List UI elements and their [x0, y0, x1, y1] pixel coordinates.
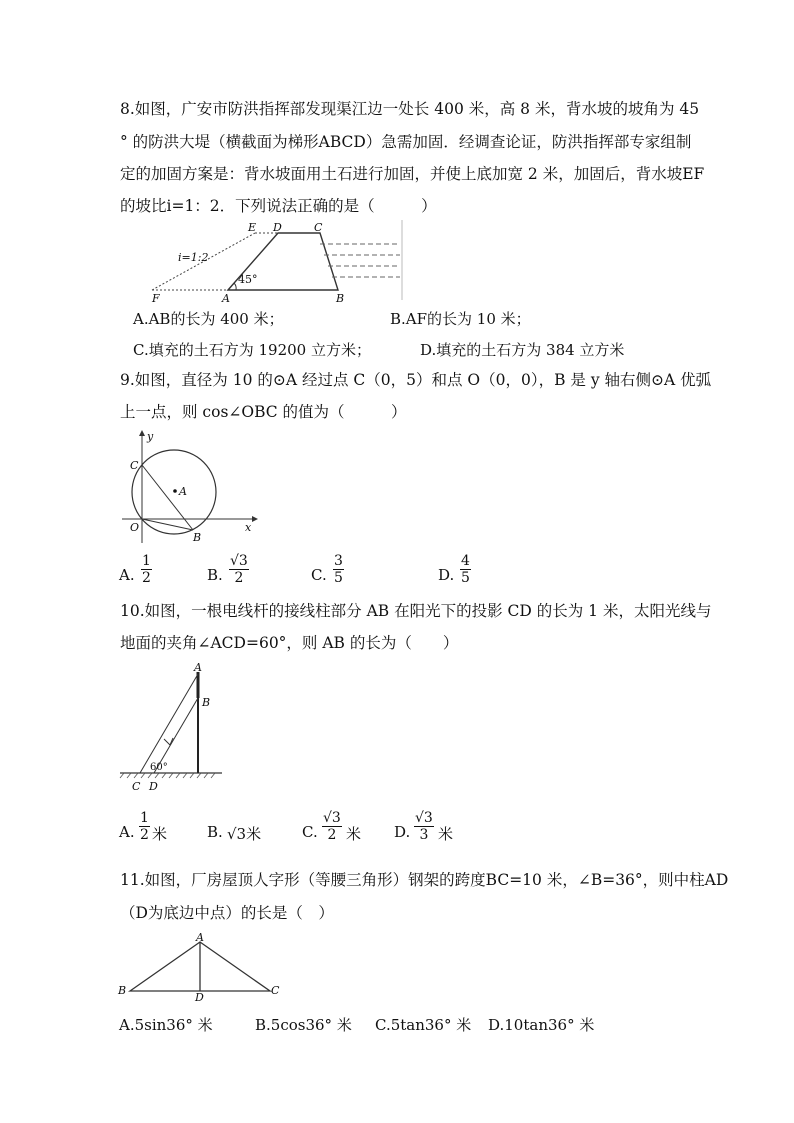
- q10-label-D: D: [149, 780, 158, 793]
- q8-label-D: D: [273, 221, 282, 234]
- q11-line-2: （D为底边中点）的长是（ ）: [120, 904, 334, 922]
- q9-option-b-label: B.: [207, 566, 223, 584]
- q10-label-angle: 60°: [150, 762, 168, 773]
- q10-option-a-unit: 米: [152, 825, 168, 843]
- q8-line-3: 定的加固方案是：背水坡面用土石进行加固，并使上底加宽 2 米，加固后，背水坡EF: [120, 165, 705, 183]
- q8-label-B: B: [336, 292, 345, 305]
- q8-label-C: C: [314, 221, 323, 234]
- q9-label-B: B: [193, 531, 202, 544]
- q10-option-d-denominator: 3: [419, 827, 429, 843]
- q11-triangle-figure: [116, 930, 281, 1002]
- q8-option-d: D.填充的土石方为 384 立方米: [420, 341, 625, 359]
- q8-option-c: C.填充的土石方为 19200 立方米；: [133, 341, 371, 359]
- q8-line-2: ° 的防洪大堤（横截面为梯形ABCD）急需加固．经调查论证，防洪指挥部专家组制: [120, 133, 692, 151]
- q8-label-A: A: [222, 292, 230, 305]
- q10-option-b-value: √3米: [227, 825, 262, 843]
- q10-line-1: 10.如图，一根电线杆的接线柱部分 AB 在阳光下的投影 CD 的长为 1 米，太阳光线与: [120, 602, 712, 620]
- q10-option-a-denominator: 2: [140, 827, 149, 843]
- q9-option-b-denominator: 2: [234, 570, 244, 586]
- q11-label-B: B: [118, 984, 127, 997]
- q9-option-a-denominator: 2: [142, 570, 151, 586]
- q11-option-c: C.5tan36° 米: [375, 1016, 472, 1034]
- q8-angle-arc: [234, 283, 236, 290]
- q10-option-d-numerator: √3: [415, 810, 433, 826]
- q9-option-a-fraction: [141, 553, 152, 586]
- q9-option-a-label: A.: [119, 566, 135, 584]
- q9-circle-figure: [118, 428, 258, 545]
- q9-label-A: A: [179, 485, 187, 498]
- q9-option-c-numerator: 3: [334, 553, 343, 569]
- q8-label-F: F: [152, 292, 160, 305]
- q8-trapezoid-figure: [150, 220, 405, 305]
- q9-label-C: C: [130, 459, 139, 472]
- q11-label-C: C: [271, 984, 280, 997]
- q10-label-B: B: [202, 696, 211, 709]
- q10-option-c-denominator: 2: [327, 827, 337, 843]
- q9-label-x: x: [245, 521, 252, 534]
- q8-label-E: E: [248, 221, 257, 234]
- q11-line-1: 11.如图，厂房屋顶人字形（等腰三角形）钢架的跨度BC=10 米，∠B=36°，则中柱AD: [120, 871, 729, 889]
- q9-option-d-denominator: 5: [461, 570, 470, 586]
- q10-option-c-fraction: [322, 810, 342, 843]
- q9-line-1: 9.如图，直径为 10 的⊙A 经过点 C（0，5）和点 O（0，0），B 是 y 轴右侧⊙A 优弧: [120, 371, 712, 389]
- q10-option-c-numerator: √3: [323, 810, 341, 826]
- q10-option-d-fraction: [414, 810, 434, 843]
- q9-center-A-point: [173, 489, 177, 493]
- q9-option-c-fraction: [333, 553, 344, 586]
- q11-option-a: A.5sin36° 米: [119, 1016, 213, 1034]
- q8-label-slope: i=1:2: [178, 251, 209, 264]
- q9-x-arrow: [252, 516, 258, 522]
- q9-option-d-label: D.: [438, 566, 455, 584]
- q9-option-d-fraction: [460, 553, 471, 586]
- q10-option-d-unit: 米: [438, 825, 454, 843]
- q10-ray-arrow: [164, 738, 173, 745]
- q10-label-A: A: [194, 662, 202, 674]
- q10-option-a-fraction: [139, 810, 150, 843]
- q10-pole-figure: [118, 662, 228, 794]
- q9-option-b-numerator: √3: [230, 553, 248, 569]
- q11-option-b: B.5cos36° 米: [255, 1016, 352, 1034]
- q8-option-a: A.AB的长为 400 米；: [133, 310, 284, 328]
- q10-option-a-label: A.: [119, 823, 135, 841]
- q8-label-angle: 45°: [238, 273, 258, 286]
- q10-option-c-unit: 米: [346, 825, 362, 843]
- q9-label-y: y: [147, 430, 154, 443]
- q9-y-arrow: [139, 430, 145, 436]
- q10-line-2: 地面的夹角∠ACD=60°，则 AB 的长为（ ）: [120, 634, 459, 652]
- q9-option-c-denominator: 5: [334, 570, 343, 586]
- q10-option-d-label: D.: [394, 823, 411, 841]
- q11-label-A: A: [196, 931, 204, 944]
- q9-option-b-fraction: [229, 553, 249, 586]
- q8-line-4: 的坡比i=1：2．下列说法正确的是（ ）: [120, 197, 437, 215]
- q9-option-c-label: C.: [311, 566, 327, 584]
- q9-line-2: 上一点，则 cos∠OBC 的值为（ ）: [120, 403, 407, 421]
- q9-option-d-numerator: 4: [461, 553, 470, 569]
- q10-label-C: C: [132, 780, 141, 793]
- q8-option-b: B.AF的长为 10 米；: [390, 310, 531, 328]
- q9-option-a-numerator: 1: [142, 553, 151, 569]
- q10-option-c-label: C.: [302, 823, 318, 841]
- q10-option-b-label: B.: [207, 823, 223, 841]
- q10-option-a-numerator: 1: [140, 810, 149, 826]
- q8-line-1: 8.如图，广安市防洪指挥部发现渠江边一处长 400 米，高 8 米，背水坡的坡角为 45: [120, 100, 700, 118]
- q10-sunray-A: [140, 674, 198, 773]
- q10-ground-hatching: [120, 773, 215, 778]
- q11-label-D: D: [195, 991, 204, 1002]
- q9-label-O: O: [130, 521, 140, 534]
- q11-option-d: D.10tan36° 米: [488, 1016, 595, 1034]
